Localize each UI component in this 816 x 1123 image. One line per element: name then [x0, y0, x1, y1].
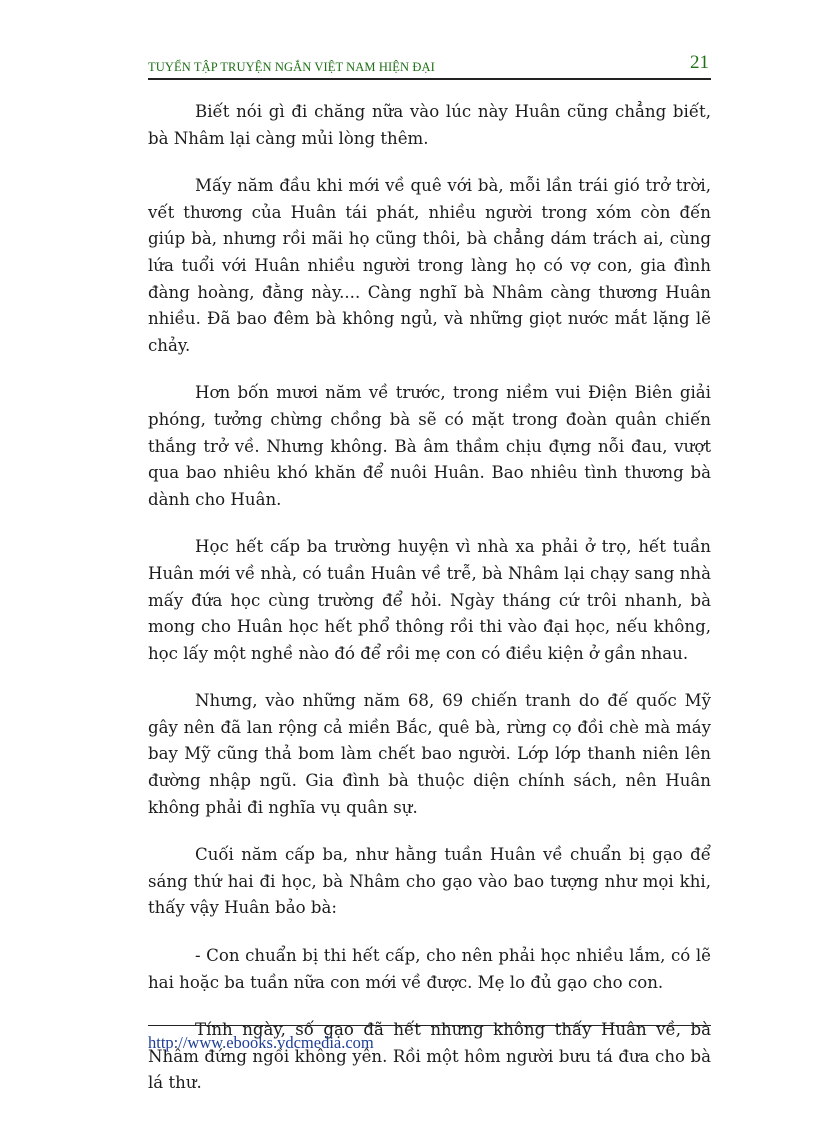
story-body	[148, 99, 711, 1118]
page-header	[148, 54, 711, 80]
footer-url-link[interactable]: http://www.ebooks.vdcmedia.com	[148, 1033, 374, 1052]
paragraph: Mấy năm đầu khi mới về quê với bà, mỗi lần trái gió trở trời, vết thương của Huân tái phát, nhiều người trong xóm còn đến giúp bà, nhưng rồi mãi họ cũng thôi, bà chẳng dám trách ai, cùng lứa tuổi với Huân nhiều người trong làng họ có vợ con, gia đình đàng hoàng, đằng này.... Càng nghĩ bà Nhâm càng thương Huân nhiều. Đã bao đêm bà không ngủ, và những giọt nước mắt lặng lẽ chảy.	[148, 176, 711, 355]
paragraph: Biết nói gì đi chăng nữa vào lúc này Huân cũng chẳng biết, bà Nhâm lại càng mủi lòng thêm.	[148, 102, 711, 148]
book-title: TUYỂN TẬP TRUYỆN NGẮN VIỆT NAM HIỆN ĐẠI	[148, 60, 435, 74]
page-number: 21	[690, 52, 709, 73]
paragraph: Hơn bốn mươi năm về trước, trong niềm vui Điện Biên giải phóng, tưởng chừng chồng bà sẽ có mặt trong đoàn quân chiến thắng trở về. Nhưng không. Bà âm thầm chịu đựng nỗi đau, vượt qua bao nhiêu khó khăn để nuôi Huân. Bao nhiêu tình thương bà dành cho Huân.	[148, 383, 711, 509]
page-footer	[148, 1025, 711, 1053]
paragraph: Học hết cấp ba trường huyện vì nhà xa phải ở trọ, hết tuần Huân mới về nhà, có tuần Huân về trễ, bà Nhâm lại chạy sang nhà mấy đứa học cùng trường để hỏi. Ngày tháng cứ trôi nhanh, bà mong cho Huân học hết phổ thông rồi thi vào đại học, nếu không, học lấy một nghề nào đó để rồi mẹ con có điều kiện ở gần nhau.	[148, 537, 711, 663]
paragraph: Nhưng, vào những năm 68, 69 chiến tranh do đế quốc Mỹ gây nên đã lan rộng cả miền Bắc, quê bà, rừng cọ đồi chè mà máy bay Mỹ cũng thả bom làm chết bao người. Lớp lớp thanh niên lên đường nhập ngũ. Gia đình bà thuộc diện chính sách, nên Huân không phải đi nghĩa vụ quân sự.	[148, 691, 711, 817]
paragraph: Tính ngày, số gạo đã hết nhưng không thấy Huân về, bà Nhâm đứng ngồi không yên. Rồi một hôm người bưu tá đưa cho bà lá thư.	[148, 1020, 711, 1093]
paragraph: Cuối năm cấp ba, như hằng tuần Huân về chuẩn bị gạo để sáng thứ hai đi học, bà Nhâm cho gạo vào bao tượng như mọi khi, thấy vậy Huân bảo bà:	[148, 845, 711, 918]
dialogue-paragraph: - Con chuẩn bị thi hết cấp, cho nên phải học nhiều lắm, có lẽ hai hoặc ba tuần nữa con mới về được. Mẹ lo đủ gạo cho con.	[148, 946, 711, 992]
